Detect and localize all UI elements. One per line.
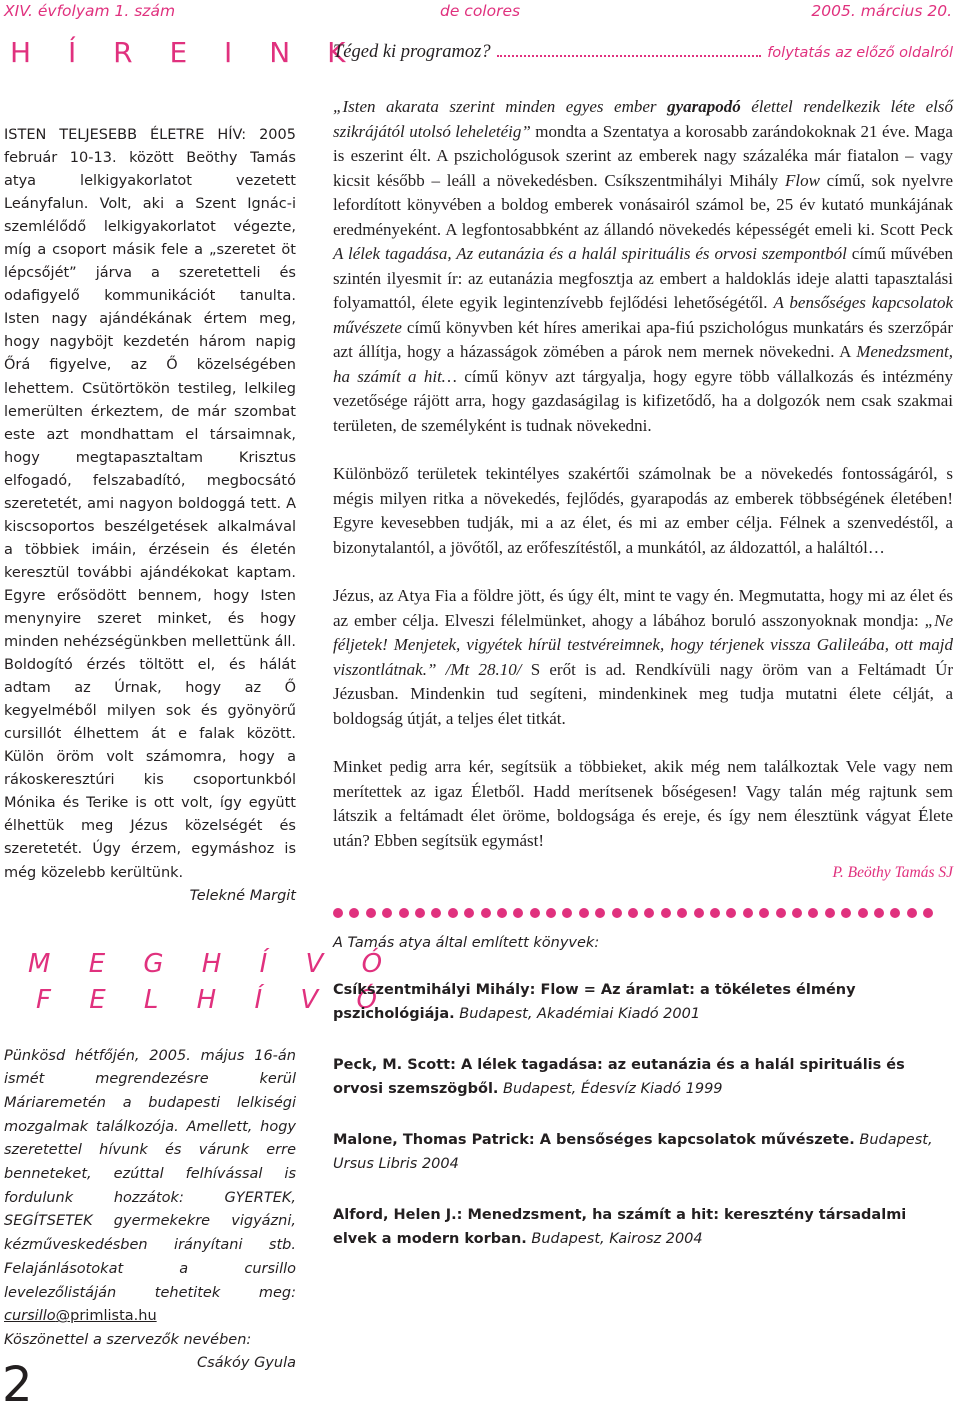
page-header — [0, 0, 960, 22]
divider-dot — [759, 908, 769, 918]
link-user: cursillo — [4, 1308, 56, 1325]
text-span: című könyvben két híres amerikai apa-fiú pszichológus munkatárs és szerzőpár azt állítja, hogy a házasságok zömében a párok nem mernek növekedni. A — [333, 317, 953, 361]
paragraph-1 — [333, 95, 953, 438]
divider-dot — [792, 908, 802, 918]
book-ref-peck: A lélek tagadása, Az eutanázia és a halál spirituális és orvosi szempontból — [333, 244, 847, 263]
divider-dot — [644, 908, 654, 918]
quote-start: „Isten akarata szerint minden egyes ember — [333, 97, 668, 116]
divider-dot — [579, 908, 589, 918]
text-span: S erőt is ad. Rendkívüli nagy öröm van a Feltámadt Úr Jézusban. Mindenkin tud segíteni, mindenkinek meg tudja mutatni élete célját, a boldogság útját, a teljes élet titkát. — [333, 659, 954, 728]
call-title: F E L H Í V Ó — [36, 984, 392, 1015]
article-author: P. Beöthy Tamás SJ — [832, 864, 953, 881]
invitation-text — [4, 1045, 296, 1329]
divider-dot — [530, 908, 540, 918]
continuation-note: folytatás az előző oldalról — [767, 45, 953, 61]
issue-label: XIV. évfolyam 1. szám — [4, 2, 176, 20]
divider-dot — [366, 908, 376, 918]
book-ref-flow: Flow — [784, 170, 820, 190]
invitation-title: M E G H Í V Ó — [28, 948, 398, 979]
news-signature: Telekné Margit — [189, 887, 296, 904]
divider-dot — [858, 908, 868, 918]
news-article — [4, 124, 296, 885]
dotted-leader — [497, 55, 762, 57]
news-section-title: H Í R E I N K — [10, 36, 360, 69]
issue-date: 2005. március 20. — [811, 2, 952, 20]
divider-dot — [890, 908, 900, 918]
book-entry — [333, 1053, 953, 1102]
right-column — [333, 42, 953, 1252]
page-number: 2 — [2, 1357, 33, 1413]
quote-emphasis: gyarapodó — [667, 97, 741, 116]
text-span: című művében szintén ilyesmit ír: az eutanázia megfosztja az embert a haldoklás ideje alatti tapasztalási folyamattól, élete egyik legintenzívebb fejlődési lehetőségétől. — [333, 244, 953, 312]
divider-dot — [677, 908, 687, 918]
news-lead: ISTEN TELJESEBB ÉLETRE HÍV: — [4, 127, 247, 143]
divider-dot — [710, 908, 720, 918]
link-domain: @primlista.hu — [55, 1308, 157, 1325]
divider-dot — [349, 908, 359, 918]
book-publisher: Budapest, Ursus Libris 2004 — [333, 1131, 933, 1172]
divider-dot — [612, 908, 622, 918]
divider-dot — [513, 908, 523, 918]
divider-dot — [497, 908, 507, 918]
mailing-list-link[interactable] — [4, 1308, 157, 1324]
divider-dot — [743, 908, 753, 918]
divider-dot — [562, 908, 572, 918]
books-heading: A Tamás atya által említett könyvek: — [333, 934, 600, 951]
divider-dot — [874, 908, 884, 918]
divider-dot — [726, 908, 736, 918]
divider-dot — [333, 908, 343, 918]
divider-dot — [808, 908, 818, 918]
thanks-line: Köszönettel a szervezők nevében: — [4, 1331, 252, 1348]
quote-end: élettel rendelkezik léte első szikrájától utolsó leheletéig” — [333, 97, 953, 141]
text-span: című könyv azt tárgyalja, hogy egyre több vállalkozás és intézmény vezetősége rájött arra, hogy gazdaságilag is kifizetődő, ha a dolgozók nem csak szakmai területen, de személyként is tudnak növekedni. — [333, 366, 953, 435]
article-title: Téged ki programoz? — [333, 42, 491, 62]
divider-dot — [399, 908, 409, 918]
text-span: című, sok nyelvre lefordított könyvében a boldog emberek vonásairól számol be, 25 év kutató munkájának eredményeként. A legfontosabbként az állandó növekedés képességét emeli ki. Scott Peck — [333, 170, 953, 239]
invitation-body: Pünkösd hétfőjén, 2005. május 16-án ismét megrendezésre kerül Máriaremetén a budapesti lelkiségi mozgalmak találkozója. Amellett, hogy szeretettel hívunk és várunk erre benneteket, ezúttal felhívással is fordulunk hozzátok: GYERTEK, SEGÍTSETEK gyermekekre vigyázni, kézműveskedésben irányítani stb. Felajánlásotokat a cursillo levelezőlistáján tehetitek meg: — [4, 1047, 296, 1301]
scripture-quote: „Ne féljetek! Menjetek, vigyétek hírül testvéreimnek, hogy térjenek vissza Galileába, ott majd viszontlátnak.” /Mt 28.10/ — [333, 610, 953, 679]
text-span: mondta a Szentatya a korosabb zarándokoknak 21 éve. Maga is eszerint élt. A pszichológusok szerint az emberek nagy százaléka már fiatalon – vagy kicsit később – leáll a növekedésben. Csíkszentmihályi Mihály — [333, 121, 953, 190]
article-body — [333, 95, 953, 886]
divider-dot — [661, 908, 671, 918]
divider-dot — [448, 908, 458, 918]
book-title: Peck, M. Scott: A lélek tagadása: az eutanázia és a halál spirituális és orvosi szemszögből. — [333, 1056, 905, 1097]
book-publisher: Budapest, Akadémiai Kiadó 2001 — [454, 1006, 701, 1022]
divider-dot — [841, 908, 851, 918]
divider-dot — [464, 908, 474, 918]
divider-dot — [923, 908, 933, 918]
paragraph-2: Különböző területek tekintélyes szakértői számolnak be a növekedés fontosságáról, s mégis milyen ritka a növekedés, fejlődés, gyarapodás az emberek többségének életében! Egyre kevesebben tudják, mi a az élet, és mi az ember célja. Félnek a szenvedéstől, a bizonytalantól, a jövőtől, az erőfeszítéstől, a munkától, az áldozattól, a haláltól… — [333, 464, 953, 557]
book-title: Alford, Helen J.: Menedzsment, ha számít a hit: keresztény társadalmi elvek a modern korban. — [333, 1206, 907, 1247]
divider-dot — [431, 908, 441, 918]
paragraph-4: Minket pedig arra kér, segítsük a többieket, akik még nem találkoztak Vele vagy nem merítettek az igaz Életből. Hadd merítsenek bőségesen! Vagy talán még rajtunk sem látszik a feltámadt élet öröme, boldogsága és ereje, és így nem élesztünk vágyat Élete után? Ebben segítsük egymást! — [333, 757, 953, 850]
paragraph-3 — [333, 584, 953, 731]
book-ref-alford: Menedzsment, ha számít a hit… — [333, 342, 953, 386]
divider-dot — [595, 908, 605, 918]
divider-dot — [825, 908, 835, 918]
book-ref-malone: A bensőséges kapcsolatok művészete — [333, 293, 953, 337]
book-entry — [333, 978, 953, 1027]
book-entry — [333, 1128, 953, 1177]
book-publisher: Budapest, Kairosz 2004 — [526, 1231, 703, 1247]
divider-dot — [546, 908, 556, 918]
book-title: Malone, Thomas Patrick: A bensőséges kapcsolatok művészete. — [333, 1131, 855, 1148]
publication-name: de colores — [440, 2, 521, 20]
text-span: Jézus, az Atya Fia a földre jött, és úgy élt, mint te vagy én. Megmutatta, hogy mi az élet és az ember célja. Elveszi félelmünket, ahogy a lábához boruló asszonyoknak mondja: — [333, 586, 953, 630]
divider-dot — [776, 908, 786, 918]
organizer-signature: Csákóy Gyula — [197, 1355, 296, 1372]
continuation-header — [333, 42, 953, 66]
book-title: Csíkszentmihályi Mihály: Flow = Az áramlat: a tökéletes élmény pszichológiája. — [333, 981, 856, 1022]
left-column — [4, 36, 398, 1376]
news-text: 2005 február 10-13. között Beöthy Tamás atya lelkigyakorlatot vezetett Leányfalun. Volt, aki a Szent Ignác-i szemlélődő lelkigyakorlatot végezte, míg a csoport másik fele a „szeretet öt lépcsőjét” járva a szeretetteli és odafigyelő kommunikációt tanulta. Isten nagy ajándékának értem meg, hogy nagyböjt kezdetén három napig Őrá figyelve, az Ő közelségében lehettem. Csütörtökön testileg, lelkileg lemerülten érkeztem, de már szombat este azt mondhattam el társaimnak, hogy megtapasztaltam Krisztus elfogadó, felszabadító, megbocsátó szeretetét, ami nagyon boldoggá tett. A kiscsoportos beszélgetések alkalmával a többiek imáin, érzésein és életén keresztül további ajándékokat kaptam. Egyre erősödött bennem, hogy Isten menynyire szeret minket, és hogy minden nehézségünkben mellettünk áll. Boldogító érzés töltött el, és hálát adtam az Úrnak, hogy az Ő kegyelméből milyen sok és gyönyörű cursillót élhettem át e falak között. Külön öröm volt számomra, hogy a rákoskeresztúri kis csoportunkból Mónika és Terike is ott volt, így együtt élhettük meg Jézus közelségét és szeretetét. Úgy érzem, egymáshoz is még közelebb kerültünk. — [4, 127, 296, 881]
divider-dot — [628, 908, 638, 918]
divider-dot — [907, 908, 917, 918]
divider-dot — [382, 908, 392, 918]
divider-dot — [415, 908, 425, 918]
book-publisher: Budapest, Édesvíz Kiadó 1999 — [498, 1081, 723, 1097]
divider-dot — [481, 908, 491, 918]
bullet-divider — [333, 908, 953, 918]
book-entry — [333, 1203, 953, 1252]
divider-dot — [694, 908, 704, 918]
